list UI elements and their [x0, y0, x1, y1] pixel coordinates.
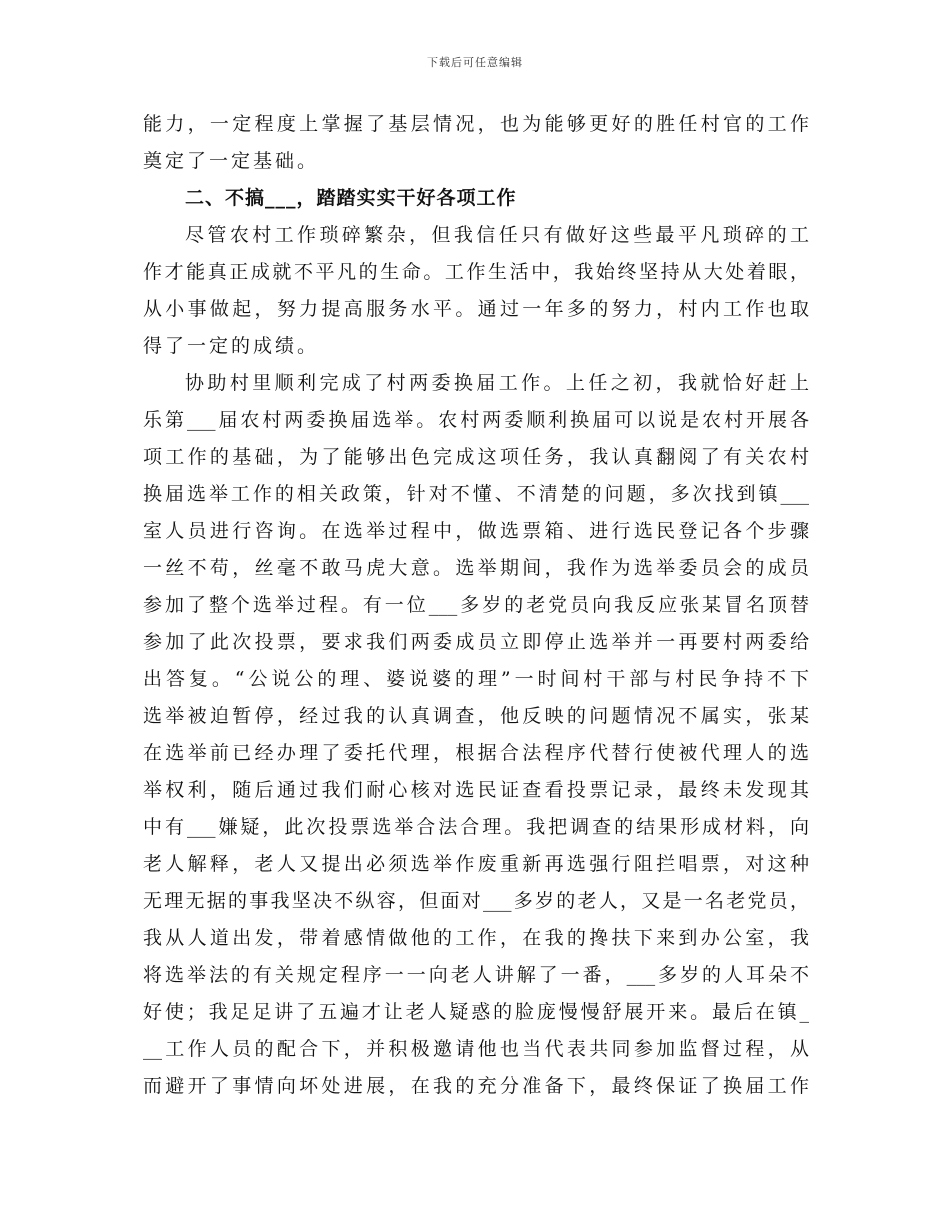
paragraph-line: 选举被迫暂停，经过我的认真调查，他反映的问题情况不属实，张某 — [143, 705, 809, 727]
paragraph-line: 中有___嫌疑，此次投票选举合法合理。我把调查的结果形成材料，向 — [143, 816, 809, 838]
section-heading: 二、不搞___，踏踏实实干好各项工作 — [185, 187, 517, 209]
paragraph-line: 参加了整个选举过程。有一位___多岁的老党员向我反应张某冒名顶替 — [143, 594, 809, 616]
paragraph-line: 尽管农村工作琐碎繁杂，但我信任只有做好这些最平凡琐碎的工 — [185, 224, 809, 246]
paragraph-line: 好使；我足足讲了五遍才让老人疑惑的脸庞慢慢舒展开来。最后在镇_ — [143, 1001, 809, 1023]
paragraph-line: 从小事做起，努力提高服务水平。通过一年多的努力，村内工作也取 — [143, 298, 809, 320]
paragraph-line: 将选举法的有关规定程序一一向老人讲解了一番，___多岁的人耳朵不 — [143, 964, 809, 986]
paragraph-line: 协助村里顺利完成了村两委换届工作。上任之初，我就恰好赶上 — [185, 372, 809, 394]
paragraph-line: 而避开了事情向坏处进展，在我的充分准备下，最终保证了换届工作 — [143, 1075, 809, 1097]
paragraph-line: __工作人员的配合下，并积极邀请他也当代表共同参加监督过程，从 — [143, 1038, 809, 1060]
paragraph-line: 室人员进行咨询。在选举过程中，做选票箱、进行选民登记各个步骤 — [143, 520, 809, 542]
paragraph-line: 能力，一定程度上掌握了基层情况，也为能够更好的胜任村官的工作 — [143, 113, 809, 135]
document-body — [143, 106, 809, 1105]
paragraph-line: 举权利，随后通过我们耐心核对选民证查看投票记录，最终未发现其 — [143, 779, 809, 801]
paragraph-line: 出答复。“公说公的理、婆说婆的理”一时间村干部与村民争持不下 — [143, 668, 809, 690]
paragraph-line: 作才能真正成就不平凡的生命。工作生活中，我始终坚持从大处着眼， — [143, 261, 809, 283]
paragraph-line: 乐第___届农村两委换届选举。农村两委顺利换届可以说是农村开展各 — [143, 409, 809, 431]
paragraph-line: 在选举前已经办理了委托代理，根据合法程序代替行使被代理人的选 — [143, 742, 809, 764]
page-header: 下载后可任意编辑 — [427, 56, 523, 69]
paragraph-line: 奠定了一定基础。 — [143, 150, 320, 172]
paragraph-line: 得了一定的成绩。 — [143, 335, 320, 357]
paragraph-line: 换届选举工作的相关政策，针对不懂、不清楚的问题，多次找到镇___ — [143, 483, 809, 505]
paragraph-line: 老人解释，老人又提出必须选举作废重新再选强行阻拦唱票，对这种 — [143, 853, 809, 875]
paragraph-line: 项工作的基础，为了能够出色完成这项任务，我认真翻阅了有关农村 — [143, 446, 809, 468]
paragraph-line: 我从人道出发，带着感情做他的工作，在我的搀扶下来到办公室，我 — [143, 927, 809, 949]
paragraph-line: 无理无据的事我坚决不纵容，但面对___多岁的老人，又是一名老党员， — [143, 890, 809, 912]
paragraph-line: 一丝不苟，丝毫不敢马虎大意。选举期间，我作为选举委员会的成员 — [143, 557, 809, 579]
paragraph-line: 参加了此次投票，要求我们两委成员立即停止选举并一再要村两委给 — [143, 631, 809, 653]
